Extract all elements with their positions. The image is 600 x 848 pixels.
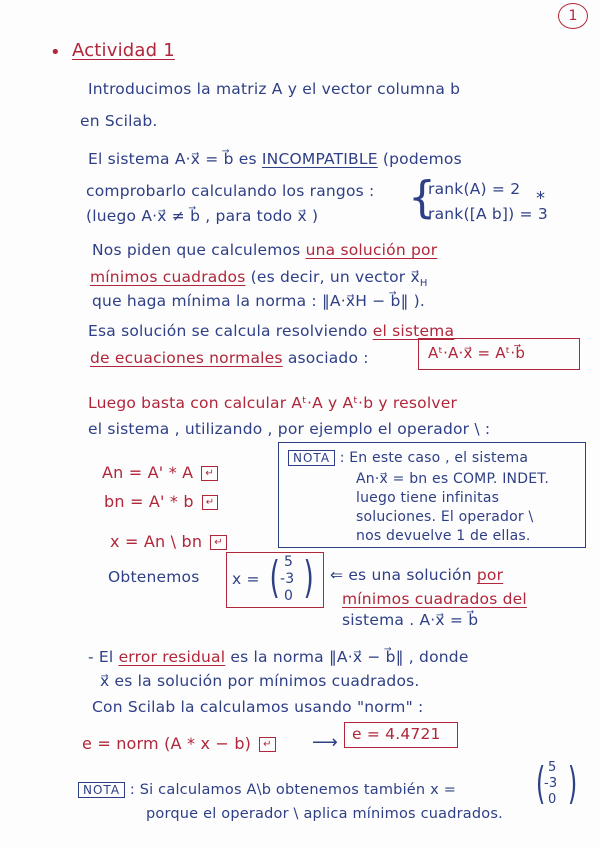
nota-2-value-2: -3 xyxy=(544,776,558,791)
nota-1-line-2: An·x⃗ = bn es COMP. INDET. xyxy=(356,471,549,487)
page-number: 1 xyxy=(568,8,578,24)
ask-line-1 xyxy=(92,241,437,259)
nota-2-value-1: 5 xyxy=(548,760,557,775)
error-arrow: ⟶ xyxy=(312,732,339,753)
normal-line-2 xyxy=(90,349,369,367)
enter-key-icon: ↵ xyxy=(201,466,218,481)
title-bullet: • xyxy=(50,42,61,63)
result-x-label: x = xyxy=(232,570,260,588)
enter-key-icon: ↵ xyxy=(210,535,227,550)
nota-2-paren-right: ) xyxy=(567,758,578,809)
ask-line-1-pre: Nos piden que calculemos xyxy=(92,241,301,259)
system-line-3: (luego A·x⃗ ≠ b⃗ , para todo x⃗ ) xyxy=(86,207,319,225)
enter-key-icon: ↵ xyxy=(259,737,276,752)
rank-ab: rank([A b]) = 3 xyxy=(428,205,548,223)
nota-1-line-3: luego tiene infinitas xyxy=(356,490,500,506)
nota-1-line-5: nos devuelve 1 de ellas. xyxy=(356,528,531,544)
error-line-2: x⃗ es la solución por mínimos cuadrados. xyxy=(100,672,420,690)
system-line-1-post: (podemos xyxy=(382,150,462,168)
normal-line-1-pre: Esa solución se calcula resolviendo xyxy=(88,322,368,340)
result-paren-left: ( xyxy=(269,552,280,603)
ask-line-2 xyxy=(90,268,428,289)
then-line-1: Luego basta con calcular Aᵗ·A y Aᵗ·b y resolver xyxy=(88,394,458,412)
nota-2-text-1: : Si calculamos A\b obtenemos también x = xyxy=(129,782,457,798)
ask-line-2-post: (es decir, un vector x⃗ xyxy=(250,268,420,286)
page-number-circle xyxy=(558,3,588,29)
result-value-1: 5 xyxy=(284,554,294,570)
rank-a: rank(A) = 2 xyxy=(428,180,521,198)
error-value: e = 4.4721 xyxy=(352,725,441,743)
ask-key-1: una solución por xyxy=(305,241,438,259)
rank-star: * xyxy=(536,188,546,209)
system-line-1-pre: El sistema A·x⃗ = b⃗ es xyxy=(88,150,257,168)
normal-key-2: de ecuaciones normales xyxy=(90,349,283,367)
result-paren-right: ) xyxy=(303,552,314,603)
result-value-3: 0 xyxy=(284,588,294,604)
code-an-text: An = A' * A xyxy=(102,463,194,482)
nota-1-text-1: : En este caso , el sistema xyxy=(339,450,529,466)
error-line-1-pre: - El xyxy=(88,648,114,666)
normal-equation: Aᵗ·A·x⃗ = Aᵗ·b⃗ xyxy=(428,344,526,362)
nota-2-paren-left: ( xyxy=(535,758,546,809)
error-line-3: Con Scilab la calculamos usando "norm" : xyxy=(92,698,424,716)
error-cmd-text: e = norm (A * x − b) xyxy=(82,734,252,753)
result-label: Obtenemos xyxy=(108,568,200,586)
nota-2-line-2: porque el operador \ aplica mínimos cuadrados. xyxy=(146,806,503,822)
ask-key-2: mínimos cuadrados xyxy=(90,268,246,286)
ask-subscript: H xyxy=(419,278,428,290)
result-line-3: sistema . A·x⃗ = b⃗ xyxy=(342,611,479,629)
rank-brace: { xyxy=(408,172,437,223)
code-bn-text: bn = A' * b xyxy=(104,492,194,511)
result-value-2: -3 xyxy=(280,571,295,587)
nota-2-line-1 xyxy=(78,782,456,798)
code-x xyxy=(110,532,227,551)
result-line-1 xyxy=(330,566,503,584)
normal-line-2-post: asociado : xyxy=(287,349,369,367)
system-line-2: comprobarlo calculando los rangos : xyxy=(86,182,375,200)
ask-line-3: que haga mínima la norma : ‖A·x⃗H − b⃗‖ ). xyxy=(92,292,426,310)
intro-line-1: Introducimos la matriz A y el vector columna b xyxy=(88,80,461,98)
result-key-1: por xyxy=(476,566,504,584)
code-x-text: x = An \ bn xyxy=(110,532,203,551)
nota-1-line-4: soluciones. El operador \ xyxy=(356,509,534,525)
normal-key-1: el sistema xyxy=(372,322,455,340)
nota-2-value-3: 0 xyxy=(548,792,557,807)
intro-line-2: en Scilab. xyxy=(80,112,158,130)
result-line-2: mínimos cuadrados del xyxy=(342,590,527,608)
error-key: error residual xyxy=(118,648,226,666)
code-bn xyxy=(104,492,218,511)
error-cmd xyxy=(82,734,276,753)
nota-1-line-1 xyxy=(288,450,528,466)
then-line-2: el sistema , utilizando , por ejemplo el operador \ : xyxy=(88,420,491,438)
code-an xyxy=(102,463,218,482)
result-arrow-text: ⇐ es una solución xyxy=(330,566,472,584)
incompatible-keyword: INCOMPATIBLE xyxy=(261,150,378,168)
page-title: Actividad 1 xyxy=(72,40,175,61)
nota-1-label: NOTA xyxy=(288,450,335,466)
system-line-1 xyxy=(88,150,462,168)
enter-key-icon: ↵ xyxy=(202,495,219,510)
nota-2-label: NOTA xyxy=(78,782,125,798)
error-line-1-post: es la norma ‖A·x⃗ − b⃗‖ , donde xyxy=(230,648,469,666)
normal-line-1 xyxy=(88,322,454,340)
error-line-1 xyxy=(88,648,469,666)
